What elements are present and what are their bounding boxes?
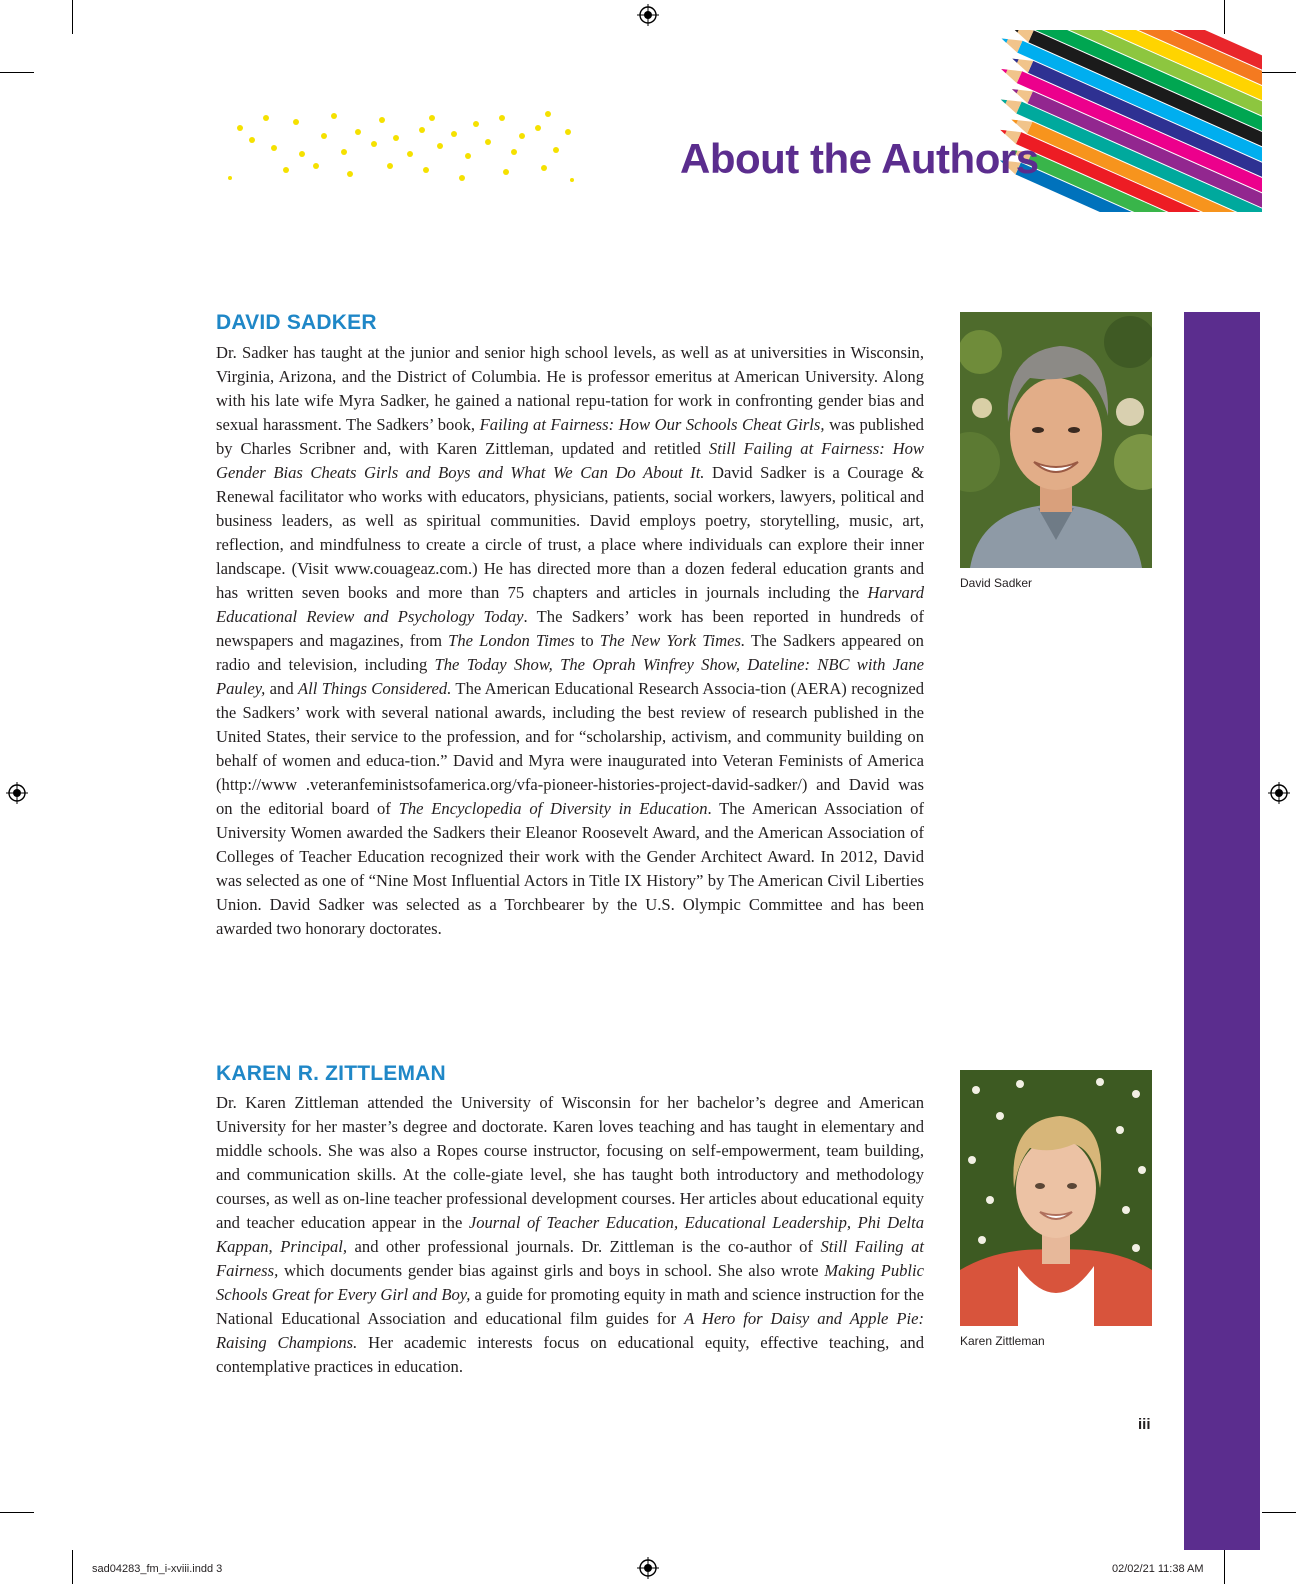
italic-title: The Encyclopedia of Diversity in Education xyxy=(398,799,708,818)
crop-mark xyxy=(72,0,73,34)
registration-mark-icon xyxy=(637,4,659,26)
author-bio xyxy=(216,341,924,941)
registration-mark-icon xyxy=(1268,782,1290,804)
crop-mark xyxy=(1224,0,1225,34)
bio-text: . The Sadkers’ work has been reported in hundreds of newspapers and magazines, from xyxy=(216,607,924,650)
author-name: DAVID SADKER xyxy=(216,311,377,334)
crop-mark xyxy=(72,1550,73,1584)
crop-mark xyxy=(1224,1550,1225,1584)
italic-title: Harvard Educational Review and Psychology Today xyxy=(216,583,924,626)
bio-text: a guide for promoting equity in math and science instruction for the National Educational Association and educational film guides for xyxy=(216,1285,925,1328)
bio-text: David Sadker is a Courage & Renewal facilitator who works with educators, physicians, patients, social workers, lawyers, political and business leaders, as well as spiritual communities. David employs poetry, storytelling, music, art, reflection, and mindfulness to create a circle of trust, a place where individuals can explore their inner landscape. (Visit www.couageaz.com.) He has directed more than a dozen federal education grants and has written seven books and more than 75 chapters and articles in journals including the xyxy=(216,463,924,602)
author-photo xyxy=(960,1070,1152,1326)
bio-text: Dr. Karen Zittleman attended the University of Wisconsin for her bachelor’s degree and American University for her master’s degree and doctorate. Karen loves teaching and has taught in elementary and middle schools. She was also a Ropes course instructor, focusing on self-empowerment, team building, and communication skills. At the colle-giate level, she has taught both introductory and methodology courses, as well as on-line teacher professional development courses. Her articles about educational equity and teacher education appear in the xyxy=(216,1093,924,1232)
colored-pencils-image xyxy=(952,30,1262,212)
bio-text: which documents gender bias against girls and boys in school. She also wrote xyxy=(278,1261,825,1280)
file-slug: sad04283_fm_i-xviii.indd 3 xyxy=(92,1563,223,1575)
bio-text: . The American Association of University Women awarded the Sadkers their Eleanor Roosevelt Award, and the American Association of Colleges of Teacher Education recognized their work with the Gender Architect Award. In 2012, David was selected as one of “Nine Most Influential Actors in Title IX History” by The American Civil Liberties Union. David Sadker was selected as a Torchbearer by the U.S. Olympic Committee and has been awarded two honorary doctorates. xyxy=(216,799,924,938)
photo-caption: Karen Zittleman xyxy=(960,1334,1045,1348)
bio-text: Her academic interests focus on educational equity, effective teaching, and contemplative practices in education. xyxy=(216,1333,925,1376)
italic-title: Journal of Teacher Education, Educational Leadership, Phi Delta Kappan, Principal, xyxy=(216,1213,924,1256)
italic-title: All Things Considered. xyxy=(298,679,452,698)
page-title: About the Authors xyxy=(680,135,1039,182)
photo-caption: David Sadker xyxy=(960,576,1033,590)
bio-text: and xyxy=(265,679,299,698)
crop-mark xyxy=(1262,72,1296,73)
timestamp-slug: 02/02/21 11:38 AM xyxy=(1112,1563,1204,1575)
italic-title: Failing at Fairness: How Our Schools Cheat Girls, xyxy=(479,415,825,434)
page-number: iii xyxy=(1138,1416,1151,1433)
bio-text: was published by Charles Scribner and, with Karen Zittleman, updated and retitled xyxy=(216,415,924,458)
yellow-dots-decoration xyxy=(226,108,578,184)
bio-text: The American Educational Research Associa-tion (AERA) recognized the Sadkers’ work with several national awards, including the best review of research published in the United States, their service to the profession, and for “scholarship, activism, and community building on behalf of women and educa-tion.” David and Myra were inaugurated into Veteran Feminists of America (http://www .veteranfeministsofamerica.org/vfa-pioneer-histories-project-david-sadker/) and David was on the editorial board of xyxy=(216,679,924,818)
registration-mark-icon xyxy=(6,782,28,804)
bio-text: The Sadkers appeared on radio and television, including xyxy=(216,631,924,674)
author-photo xyxy=(960,312,1152,568)
crop-mark xyxy=(1262,1512,1296,1513)
bio-text: and other professional journals. Dr. Zittleman is the co-author of xyxy=(347,1237,821,1256)
italic-title: The London Times xyxy=(448,631,575,650)
portrait-image xyxy=(960,312,1152,568)
bio-text: to xyxy=(574,631,600,650)
italic-title: The Today Show, The Oprah Winfrey Show, Dateline: NBC with Jane Pauley, xyxy=(216,655,924,698)
italic-title: Making Public Schools Great for Every Girl and Boy, xyxy=(216,1261,924,1304)
portrait-image xyxy=(960,1070,1152,1326)
crop-mark xyxy=(0,72,34,73)
italic-title: Still Failing at Fairness, xyxy=(216,1237,924,1280)
author-name: KAREN R. ZITTLEMAN xyxy=(216,1062,446,1085)
italic-title: A Hero for Daisy and Apple Pie: Raising Champions. xyxy=(216,1309,924,1352)
italic-title: Still Failing at Fairness: How Gender Bias Cheats Girls and Boys and What We Can Do About It. xyxy=(216,439,924,482)
italic-title: The New York Times. xyxy=(599,631,746,650)
crop-mark xyxy=(0,1512,34,1513)
bio-text: Dr. Sadker has taught at the junior and senior high school levels, as well as at universities in Wisconsin, Virginia, Arizona, and the District of Columbia. He is professor emeritus at American University. Along with his late wife Myra Sadker, he gained a national repu-tation for work in confronting gender bias and sexual harassment. The Sadkers’ book, xyxy=(216,343,924,434)
author-bio xyxy=(216,1091,924,1379)
purple-side-bar xyxy=(1184,312,1260,1550)
registration-mark-icon xyxy=(637,1557,659,1579)
